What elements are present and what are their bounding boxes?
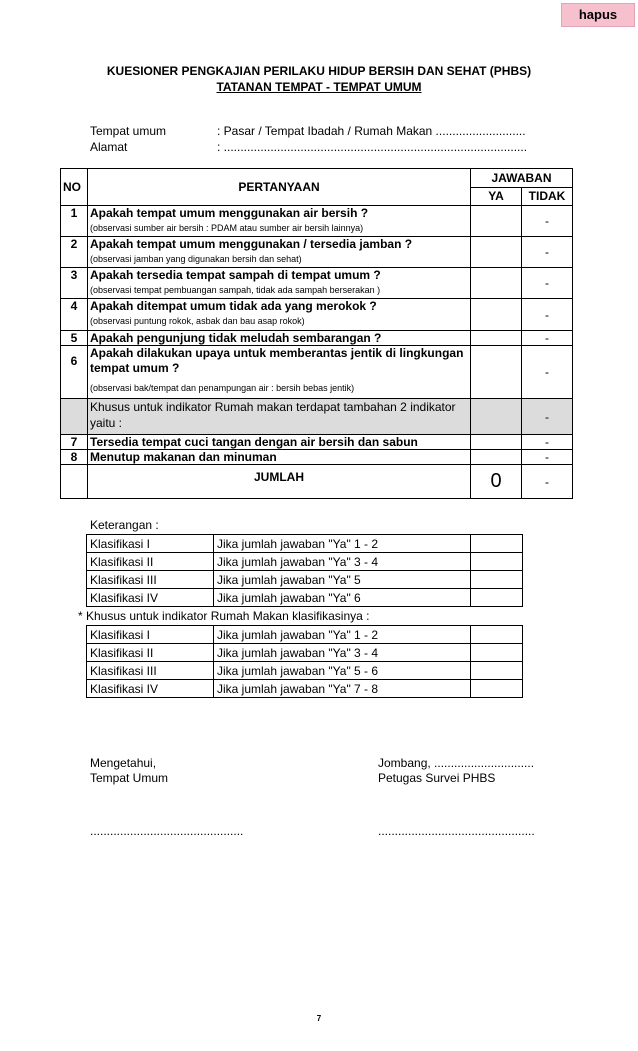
classification-desc: Jika jumlah jawaban "Ya" 1 - 2 (214, 535, 471, 553)
special-indicator-note: Khusus untuk indikator Rumah makan terdapat tambahan 2 indikator yaitu : (88, 399, 471, 435)
question-text: Tersedia tempat cuci tangan dengan air bersih dan sabun (88, 435, 471, 450)
special-classification-table (86, 625, 523, 698)
classification-label: Klasifikasi III (87, 571, 214, 589)
question-text: Apakah dilakukan upaya untuk memberantas jentik di lingkungan tempat umum ? (90, 346, 464, 375)
classification-row (87, 662, 523, 680)
surveyor-label: Petugas Survei PHBS (378, 771, 496, 785)
classification-label: Klasifikasi I (87, 535, 214, 553)
classification-check[interactable] (471, 626, 523, 644)
classification-check[interactable] (471, 553, 523, 571)
answer-yes-cell[interactable] (471, 435, 522, 450)
classification-row (87, 589, 523, 607)
classification-desc: Jika jumlah jawaban "Ya" 5 (214, 571, 471, 589)
row-number: 6 (61, 346, 88, 399)
total-no-value: - (522, 465, 573, 499)
question-text: Apakah tempat umum menggunakan air bersih ? (90, 206, 369, 220)
answer-no-cell[interactable]: - (522, 331, 573, 346)
total-label: JUMLAH (88, 465, 471, 499)
row-number: 1 (61, 206, 88, 237)
delete-button[interactable]: hapus (561, 3, 635, 27)
col-no-answer-header: TIDAK (521, 188, 572, 205)
row-number: 5 (61, 331, 88, 346)
table-header-row (61, 169, 573, 206)
classification-desc: Jika jumlah jawaban "Ya" 7 - 8 (214, 680, 471, 698)
observation-note: (observasi puntung rokok, asbak dan bau asap rokok) (90, 316, 305, 326)
classification-label: Klasifikasi IV (87, 680, 214, 698)
answer-yes-cell[interactable] (471, 237, 522, 268)
legend-title: Keterangan : (90, 518, 159, 532)
observation-note: (observasi sumber air bersih : PDAM atau sumber air bersih lainnya) (90, 223, 364, 233)
classification-desc: Jika jumlah jawaban "Ya" 6 (214, 589, 471, 607)
answer-yes-cell[interactable] (471, 450, 522, 465)
question-text: Apakah ditempat umum tidak ada yang merokok ? (90, 299, 377, 313)
question-text: Apakah tempat umum menggunakan / tersedia jamban ? (90, 237, 413, 251)
table-row (61, 331, 573, 346)
classification-desc: Jika jumlah jawaban "Ya" 3 - 4 (214, 644, 471, 662)
answer-yes-cell[interactable] (471, 331, 522, 346)
answer-no-cell[interactable]: - (522, 237, 573, 268)
classification-label: Klasifikasi II (87, 553, 214, 571)
col-yes-header: YA (488, 189, 504, 203)
classification-row (87, 553, 523, 571)
answer-yes-cell[interactable] (471, 206, 522, 237)
questionnaire-table (60, 168, 573, 499)
address-value: : ........................................................................................... (217, 140, 528, 154)
answer-no-cell[interactable]: - (522, 346, 573, 399)
classification-desc: Jika jumlah jawaban "Ya" 5 - 6 (214, 662, 471, 680)
place-label: Tempat umum (90, 124, 167, 138)
table-row (61, 450, 573, 465)
address-label: Alamat (90, 140, 128, 154)
classification-label: Klasifikasi IV (87, 589, 214, 607)
classification-table (86, 534, 523, 607)
table-row (61, 299, 573, 331)
answer-no-cell[interactable]: - (522, 268, 573, 299)
classification-row (87, 626, 523, 644)
special-indicator-row (61, 399, 573, 435)
left-signature-line: .............................................. (90, 824, 244, 838)
answer-yes-cell[interactable] (471, 268, 522, 299)
place-date-field: Jombang, .............................. (378, 756, 535, 770)
row-number: 2 (61, 237, 88, 268)
special-classification-title: * Khusus untuk indikator Rumah Makan klasifikasinya : (78, 609, 370, 623)
place-value: : Pasar / Tempat Ibadah / Rumah Makan ........................... (217, 124, 526, 138)
right-signature-line: ............................................... (378, 824, 535, 838)
answer-no-cell[interactable]: - (522, 450, 573, 465)
classification-label: Klasifikasi I (87, 626, 214, 644)
table-row (61, 268, 573, 299)
acknowledged-label: Mengetahui, (90, 756, 157, 770)
form-title: KUESIONER PENGKAJIAN PERILAKU HIDUP BERSIH DAN SEHAT (PHBS) (106, 64, 532, 78)
classification-check[interactable] (471, 680, 523, 698)
observation-note: (observasi bak/tempat dan penampungan air : bersih bebas jentik) (90, 383, 355, 393)
answer-no-cell[interactable]: - (522, 435, 573, 450)
form-subtitle: TATANAN TEMPAT - TEMPAT UMUM (216, 80, 422, 94)
classification-check[interactable] (471, 571, 523, 589)
classification-row (87, 680, 523, 698)
col-answer-header: JAWABAN (471, 169, 572, 188)
public-place-label: Tempat Umum (90, 771, 169, 785)
col-no-header: NO (61, 169, 88, 206)
classification-check[interactable] (471, 644, 523, 662)
answer-no-cell[interactable]: - (522, 206, 573, 237)
total-row (61, 465, 573, 499)
table-row (61, 346, 573, 399)
row-number: 4 (61, 299, 88, 331)
classification-row (87, 535, 523, 553)
classification-label: Klasifikasi III (87, 662, 214, 680)
classification-check[interactable] (471, 535, 523, 553)
table-row (61, 237, 573, 268)
row-number: 8 (61, 450, 88, 465)
classification-check[interactable] (471, 589, 523, 607)
classification-desc: Jika jumlah jawaban "Ya" 1 - 2 (214, 626, 471, 644)
answer-yes-cell[interactable] (471, 299, 522, 331)
row-number: 7 (61, 435, 88, 450)
observation-note: (observasi jamban yang digunakan bersih dan sehat) (90, 254, 302, 264)
total-yes-value: 0 (471, 465, 522, 499)
col-question-header: PERTANYAAN (88, 169, 471, 206)
answer-no-cell[interactable]: - (522, 399, 573, 435)
row-number: 3 (61, 268, 88, 299)
answer-yes-cell[interactable] (471, 346, 522, 399)
page-number: 7 (316, 1014, 322, 1023)
classification-check[interactable] (471, 662, 523, 680)
classification-desc: Jika jumlah jawaban "Ya" 3 - 4 (214, 553, 471, 571)
table-row (61, 435, 573, 450)
question-text: Menutup makanan dan minuman (88, 450, 471, 465)
classification-label: Klasifikasi II (87, 644, 214, 662)
classification-row (87, 644, 523, 662)
answer-yes-cell[interactable] (471, 399, 522, 435)
observation-note: (observasi tempat pembuangan sampah, tidak ada sampah berserakan ) (90, 285, 381, 295)
question-text: Apakah pengunjung tidak meludah sembarangan ? (90, 331, 382, 345)
question-text: Apakah tersedia tempat sampah di tempat umum ? (90, 268, 381, 282)
classification-row (87, 571, 523, 589)
table-row (61, 206, 573, 237)
answer-no-cell[interactable]: - (522, 299, 573, 331)
